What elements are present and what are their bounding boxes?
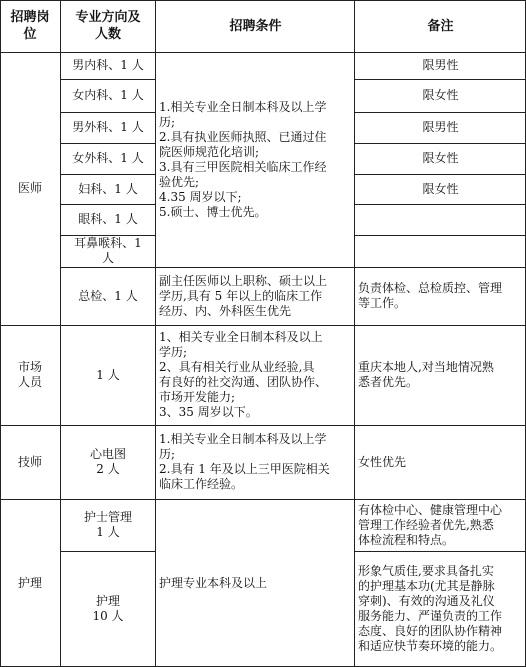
column-divider (60, 0, 61, 667)
doctor-major-male-surgery: 男外科、1 人 (72, 120, 144, 134)
doctor-remark-4: 限女性 (422, 151, 459, 165)
row-divider (60, 174, 155, 175)
doctor-major-male-internal: 男内科、1 人 (72, 58, 144, 72)
header-major: 专业方向及 人数 (75, 10, 141, 42)
marketing-remarks: 重庆本地人,对当地情况熟 悉者优先。 (358, 360, 494, 389)
row-divider (60, 112, 155, 113)
technician-conditions: 1.相关专业全日制本科及以上学 历; 2.具有 1 年及以上三甲医院相关 临床工作经验。 (159, 432, 330, 491)
nursing-manager-remarks: 有体检中心、健康管理中心 管理工作经验者优先,熟悉 体检流程和特点。 (358, 502, 503, 547)
doctor-remark-5: 限女性 (422, 181, 459, 196)
doctor-major-ent: 耳鼻喉科、1 人 (74, 236, 142, 265)
doctor-checkup-major: 总检、1 人 (78, 288, 138, 303)
doctor-major-female-internal: 女内科、1 人 (72, 88, 144, 102)
doctor-remark-7 (355, 235, 526, 267)
doctor-major-ophthalmology: 眼科、1 人 (78, 212, 138, 226)
table-border-top (0, 0, 526, 1)
row-divider (60, 267, 526, 268)
nursing-nurse-major: 护理 10 人 (92, 594, 124, 623)
doctor-remark-2: 限女性 (422, 88, 459, 102)
technician-remarks: 女性优先 (358, 454, 407, 469)
row-divider (354, 79, 526, 80)
technician-post: 技师 (17, 454, 42, 469)
row-divider (0, 325, 526, 326)
row-divider (0, 499, 526, 500)
marketing-conditions: 1、相关专业全日制本科及以上 学历; 2、具有相关行业从业经验,具 有良好的社交沟通、团队协作、 市场开发能力; 3、35 周岁以下。 (159, 330, 328, 419)
row-divider (60, 551, 155, 552)
nursing-manager-major: 护士管理 1 人 (83, 510, 132, 539)
column-divider (155, 0, 156, 667)
doctor-checkup-conditions: 副主任医师以上职称、硕士以上 学历,具有 5 年以上的临床工作 经历、内、外科医生优先 (159, 273, 328, 318)
row-divider (60, 235, 155, 236)
marketing-post: 市场 人员 (17, 360, 42, 389)
row-divider (354, 235, 526, 236)
marketing-major: 1 人 (96, 367, 120, 382)
row-divider (354, 112, 526, 113)
doctor-remark-6 (355, 204, 526, 235)
doctor-major-gynecology: 妇科、1 人 (78, 181, 138, 196)
row-divider (354, 204, 526, 205)
row-divider (60, 79, 155, 80)
header-conditions: 招聘条件 (229, 18, 282, 34)
doctor-remark-1: 限男性 (422, 58, 459, 72)
row-divider (354, 143, 526, 144)
row-divider (60, 204, 155, 205)
technician-major: 心电图 2 人 (89, 447, 126, 476)
doctor-checkup-remarks: 负责体检、总检质控、管理 等工作。 (358, 281, 503, 310)
header-post: 招聘岗 位 (10, 10, 50, 42)
doctor-remark-3: 限男性 (422, 120, 459, 134)
doctor-post: 医师 (17, 181, 42, 195)
table-border-left (0, 0, 1, 667)
row-divider (0, 52, 526, 53)
row-divider (354, 551, 526, 552)
header-remarks: 备注 (427, 18, 454, 34)
row-divider (60, 143, 155, 144)
row-divider (354, 174, 526, 175)
nursing-nurse-remarks: 形象气质佳,要求具备扎实 的护理基本功(尤其是静脉 穿刺)、有效的沟通及礼仪 服务能力、严谨负责的工作 态度、良好的团队协作精神 和适应快节奏环境的能力。 (358, 564, 503, 653)
column-divider (354, 0, 355, 667)
doctor-major-female-surgery: 女外科、1 人 (72, 151, 144, 165)
nursing-conditions: 护理专业本科及以上 (159, 575, 268, 590)
doctor-conditions: 1.相关专业全日制本科及以上学 历; 2.具有执业医师执照、已通过住 院医师规范化培训; 3.具有三甲医院相关临床工作经 验优先; 4.35 周岁以下; 5.硕士、博士优先。 (159, 99, 327, 219)
row-divider (0, 425, 526, 426)
nursing-post: 护理 (17, 575, 42, 590)
